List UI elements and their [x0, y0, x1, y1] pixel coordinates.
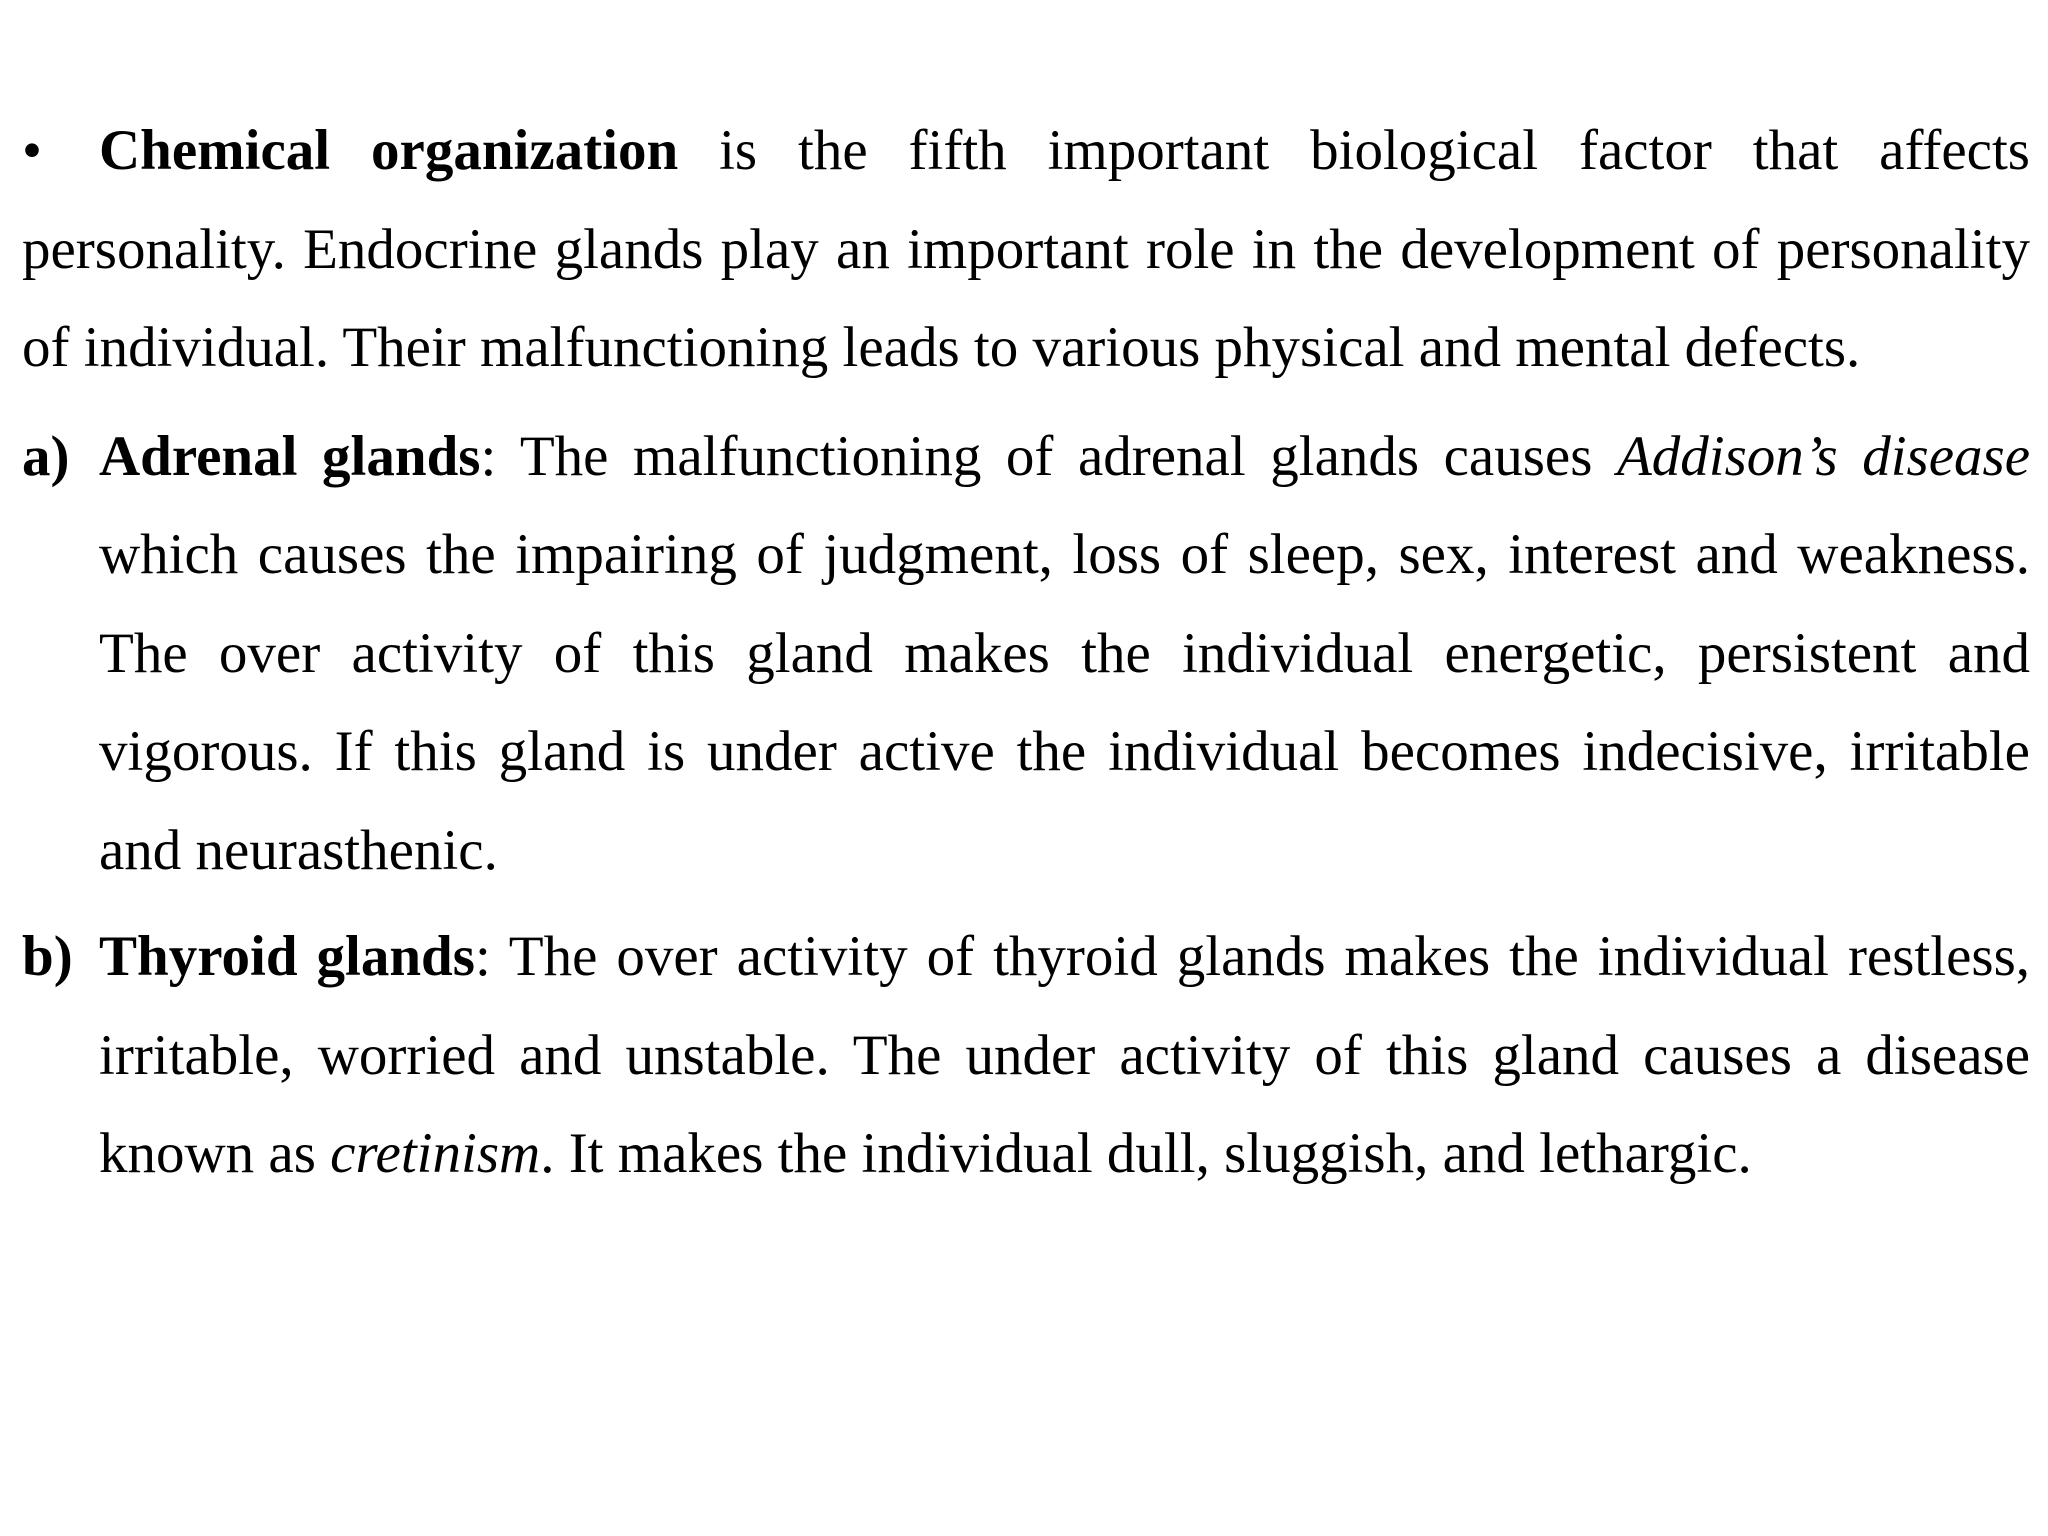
- intro-paragraph: [22, 102, 2030, 398]
- thyroid-text-before: The over activity of thyroid glands makes the individual restless, irritable, worried and unstable. The under activity of this gland causes a disease known as: [99, 925, 2030, 1185]
- adrenal-term: Adrenal glands: [99, 424, 481, 488]
- list-item-thyroid: [22, 908, 2030, 1204]
- adrenal-disease-name: Addison’s disease: [1616, 424, 2030, 488]
- thyroid-colon: :: [474, 925, 509, 988]
- adrenal-colon: :: [480, 424, 520, 488]
- list-marker-a: a): [22, 424, 70, 488]
- adrenal-text-before: The malfunctioning of adrenal glands causes: [519, 424, 1617, 488]
- bullet-icon: •: [22, 119, 42, 182]
- intro-text: is the fifth important biological factor that affects personality. Endocrine glands play an important role in the development of personality of individual. Their malfunctioning leads to various physical and mental defects.: [22, 119, 2030, 379]
- thyroid-disease-name: cretinism: [330, 1122, 541, 1185]
- list-item-adrenal: [22, 408, 2030, 901]
- intro-term: Chemical organization: [99, 119, 679, 182]
- list-marker-b: b): [22, 925, 73, 988]
- thyroid-text-after: . It makes the individual dull, sluggish, and lethargic.: [540, 1122, 1752, 1185]
- adrenal-text-after: which causes the impairing of judgment, loss of sleep, sex, interest and weakness. The over activity of this gland makes the individual energetic, persistent and vigorous. If this gland is under active the individual becomes indecisive, irritable and neurasthenic.: [99, 523, 2030, 882]
- document-page: [22, 102, 2030, 1204]
- thyroid-term: Thyroid glands: [99, 925, 475, 988]
